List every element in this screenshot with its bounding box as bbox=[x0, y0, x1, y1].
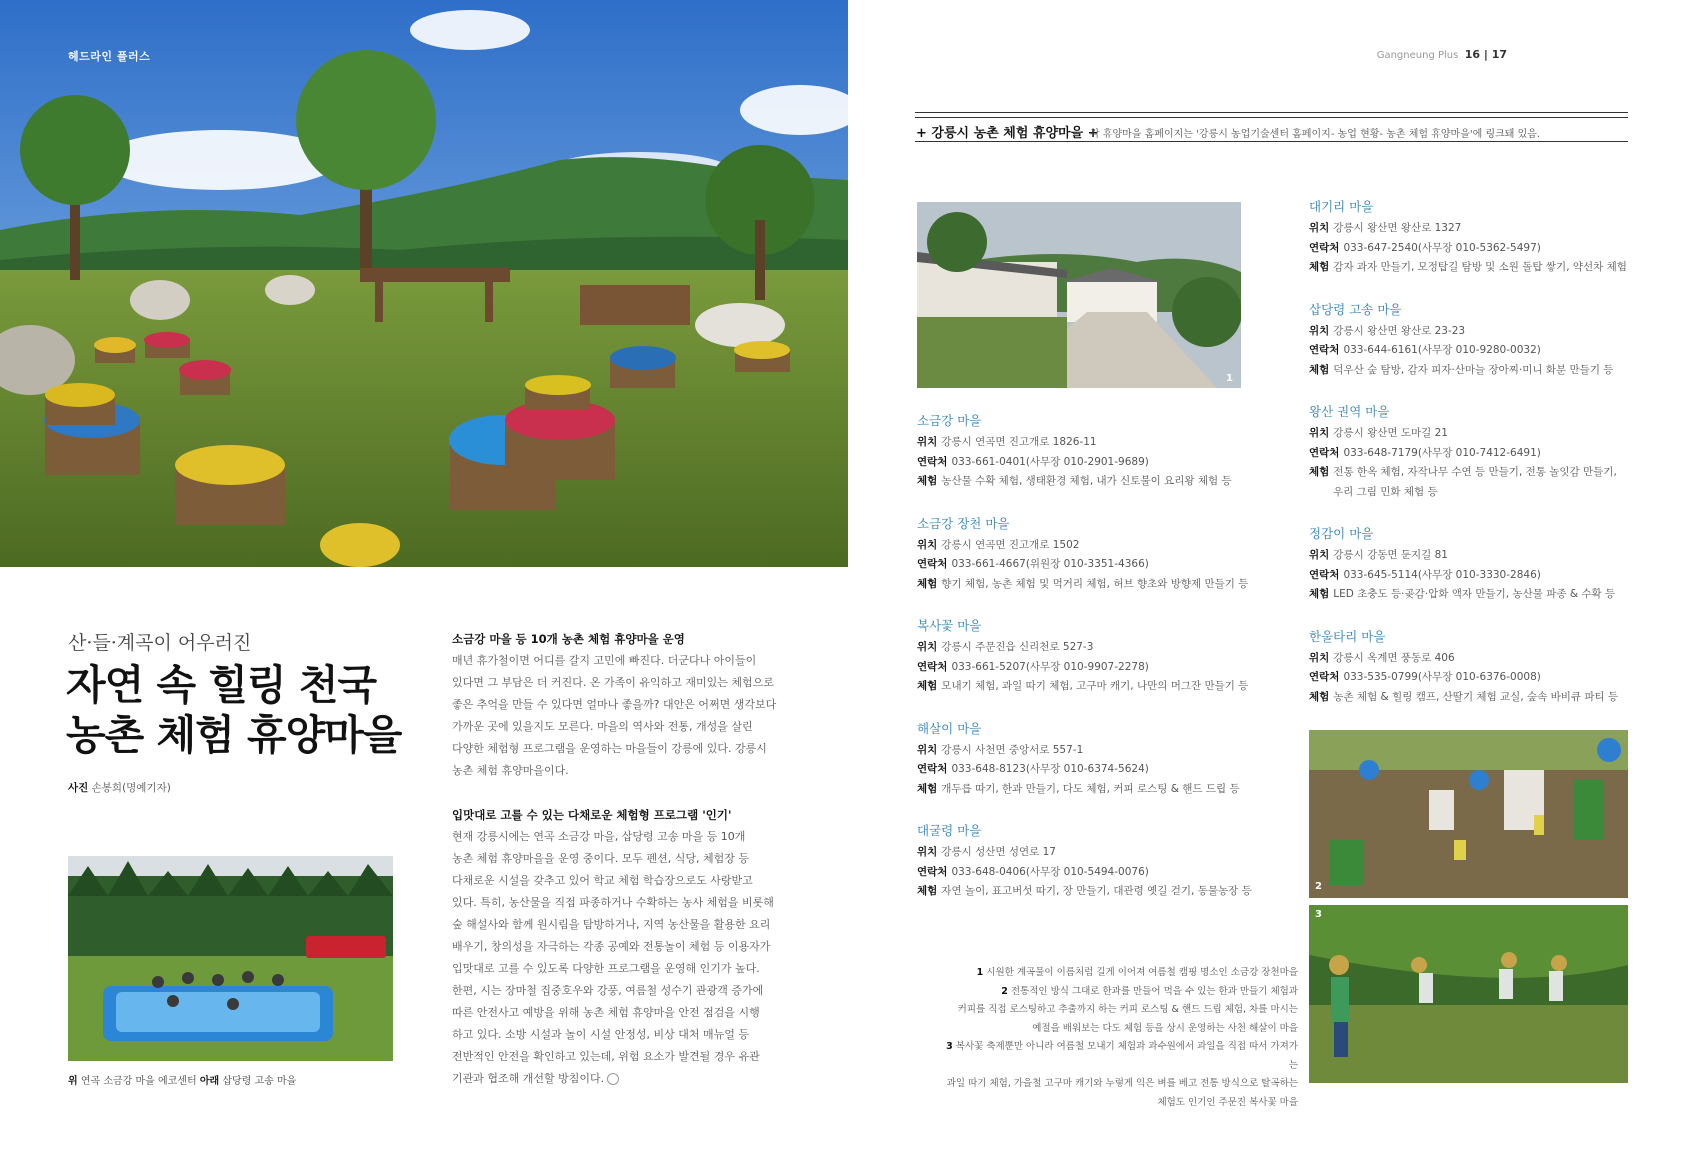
village-location-value: 강릉시 사천면 중앙서로 557-1 bbox=[941, 743, 1084, 756]
village-contact bbox=[1309, 566, 1669, 586]
village-experience-value: LED 초충도 등·곶감·압화 액자 만들기, 농산물 파종 & 수확 등 bbox=[1333, 588, 1616, 600]
village-contact bbox=[917, 863, 1277, 883]
photo-caption-number: 1 bbox=[976, 967, 984, 978]
village-experience-value: 모내기 체험, 과일 따기 체험, 고구마 캐기, 나만의 머그잔 만들기 등 bbox=[941, 680, 1249, 692]
caption-top-text: 연곡 소금강 마을 에코센터 bbox=[80, 1076, 197, 1087]
village-location bbox=[1309, 322, 1669, 342]
village-contact-value: 033-644-6161(사무장 010-9280-0032) bbox=[1343, 344, 1541, 356]
village-contact-label: 연락처 bbox=[1309, 671, 1340, 683]
box-rule-top bbox=[915, 112, 1628, 113]
village-contact-label: 연락처 bbox=[1309, 446, 1340, 459]
body-line: 농촌 체험 휴양마을이다. bbox=[452, 764, 569, 777]
village-experience-label: 체험 bbox=[1309, 466, 1330, 478]
box-rule-bottom bbox=[915, 141, 1628, 142]
village-entry bbox=[1309, 196, 1669, 278]
village-experience-value: 농촌 체험 & 힐링 캠프, 산딸기 체험 교실, 숲속 바비큐 파티 등 bbox=[1333, 690, 1619, 703]
body-line: 매년 휴가철이면 어디를 갈지 고민에 빠진다. 더군다나 아이들이 bbox=[452, 654, 757, 667]
body-line: 배우기, 창의성을 자극하는 각종 공예와 전통놀이 체험 등 이용자가 bbox=[452, 940, 771, 953]
byline-label: 사진 bbox=[68, 782, 89, 794]
body-line: 다양한 체험형 프로그램을 운영하는 마을들이 강릉에 있다. 강릉시 bbox=[452, 742, 767, 755]
village-name: 왕산 권역 마을 bbox=[1309, 404, 1390, 419]
village-experience-label: 체험 bbox=[917, 782, 938, 795]
village-location bbox=[1309, 546, 1669, 566]
photo-orchard-kids bbox=[1309, 905, 1628, 1083]
village-location-value: 강릉시 주문진읍 신리천로 527-3 bbox=[941, 641, 1094, 653]
village-contact-label: 연락처 bbox=[917, 865, 948, 878]
photo-caption-text: 과일 따기 체험, 가을철 고구마 캐기와 누렇게 익은 벼를 베고 전통 방식으로 탈곡하는 bbox=[946, 1078, 1298, 1089]
village-experience bbox=[1309, 463, 1669, 483]
village-location-label: 위치 bbox=[1309, 549, 1330, 561]
body-line: 한편, 시는 장마철 집중호우와 강풍, 여름철 성수기 관광객 증가에 bbox=[452, 984, 764, 997]
village-contact-label: 연락처 bbox=[1309, 344, 1340, 356]
village-experience-value: 덕우산 숲 탐방, 감자 피자·산마늘 장아찌·미니 화분 만들기 등 bbox=[1333, 363, 1614, 376]
photo-caption-text: 체험도 인기인 주문진 복사꽃 마을 bbox=[1157, 1096, 1298, 1108]
photo-caption-left bbox=[68, 1072, 296, 1087]
section-1-heading: 소금강 마을 등 10개 농촌 체험 휴양마을 운영 bbox=[452, 632, 685, 646]
village-contact bbox=[917, 658, 1277, 678]
village-experience-value: 개두릅 따기, 한과 만들기, 다도 체험, 커피 로스팅 & 핸드 드립 등 bbox=[941, 782, 1240, 795]
village-experience-label: 체험 bbox=[917, 475, 938, 487]
body-line: 현재 강릉시에는 연곡 소금강 마을, 삽당령 고송 마을 등 10개 bbox=[452, 830, 746, 843]
section-1-text bbox=[452, 650, 782, 782]
village-entry bbox=[1309, 401, 1669, 502]
village-location-value: 강릉시 왕산면 도마길 21 bbox=[1333, 427, 1448, 439]
village-entry bbox=[917, 718, 1277, 800]
photo-caption-line bbox=[938, 1038, 1298, 1075]
village-experience bbox=[917, 472, 1277, 492]
village-contact-label: 연락처 bbox=[917, 455, 948, 468]
village-name: 정감이 마을 bbox=[1309, 526, 1374, 541]
village-location bbox=[917, 843, 1277, 863]
village-contact-value: 033-535-0799(사무장 010-6376-0008) bbox=[1343, 671, 1541, 683]
photo-caption-line bbox=[938, 964, 1298, 983]
village-contact-label: 연락처 bbox=[917, 558, 948, 570]
box-note: 각 휴양마을 홈페이지는 '강릉시 농업기술센터 홈페이지- 농업 현황- 농촌 체험 휴양마을'에 링크돼 있음. bbox=[1090, 129, 1541, 140]
village-location-label: 위치 bbox=[1309, 324, 1330, 337]
village-location bbox=[917, 536, 1277, 556]
body-line: 기관과 협조해 개선할 방침이다. bbox=[452, 1072, 605, 1085]
village-entry bbox=[917, 615, 1277, 697]
title-line-1: 자연 속 힐링 천국 bbox=[66, 661, 377, 709]
magazine-name: Gangneung Plus bbox=[1376, 50, 1459, 61]
title-line-2: 농촌 체험 휴양마을 bbox=[66, 711, 402, 759]
village-experience-label: 체험 bbox=[1309, 588, 1330, 600]
village-location bbox=[1309, 219, 1669, 239]
photo-pool-camp bbox=[68, 856, 393, 1061]
photo-caption-text: 복사꽃 축제뿐만 아니라 여름철 모내기 체험과 과수원에서 과일을 직접 따서 가져가는 bbox=[955, 1041, 1298, 1071]
village-contact-value: 033-661-5207(사무장 010-9907-2278) bbox=[951, 660, 1149, 673]
village-location-label: 위치 bbox=[1309, 651, 1330, 664]
village-experience-value: 향기 체험, 농촌 체험 및 먹거리 체험, 허브 향초와 방향제 만들기 등 bbox=[941, 577, 1249, 590]
village-location-label: 위치 bbox=[917, 436, 938, 448]
body-line: 전반적인 안전을 확인하고 있는데, 위험 요소가 발견될 경우 유관 bbox=[452, 1050, 760, 1063]
village-experience-label: 체험 bbox=[1309, 690, 1330, 703]
village-entry bbox=[1309, 626, 1669, 708]
village-experience-label: 체험 bbox=[1309, 363, 1330, 376]
village-name: 소금강 장천 마을 bbox=[917, 515, 1010, 531]
village-experience-label: 체험 bbox=[917, 577, 938, 590]
caption-top-label: 위 bbox=[68, 1076, 78, 1087]
village-location-label: 위치 bbox=[917, 538, 938, 551]
village-location-value: 강릉시 왕산면 왕산로 23-23 bbox=[1333, 324, 1466, 337]
village-contact bbox=[1309, 341, 1669, 361]
body-line: 따른 안전사고 예방을 위해 농촌 체험 휴양마을 안전 점검을 시행 bbox=[452, 1006, 760, 1019]
village-location bbox=[1309, 424, 1669, 444]
article-body bbox=[452, 628, 782, 1112]
village-name: 소금강 마을 bbox=[917, 413, 982, 428]
body-line: 가까운 곳에 있을지도 모른다. 마을의 역사와 전통, 개성을 살린 bbox=[452, 720, 753, 733]
article-kicker: 산·들·계곡이 어우러진 bbox=[68, 632, 252, 654]
village-contact-label: 연락처 bbox=[1309, 568, 1340, 581]
photo-caption-line bbox=[938, 1020, 1298, 1039]
village-location-label: 위치 bbox=[1309, 427, 1330, 439]
village-entry bbox=[917, 410, 1277, 492]
section-2-heading: 입맛대로 고를 수 있는 다채로운 체험형 프로그램 '인기' bbox=[452, 808, 732, 822]
village-experience bbox=[917, 575, 1277, 595]
body-line: 좋은 추억을 만들 수 있다면 얼마나 좋을까? 대안은 어쩌면 생각보다 bbox=[452, 698, 777, 711]
photo-caption-line bbox=[938, 1075, 1298, 1094]
village-location-value: 강릉시 옥계면 풍동로 406 bbox=[1333, 651, 1455, 664]
body-line: 입맛대로 고를 수 있도록 다양한 프로그램을 운영해 인기가 높다. bbox=[452, 962, 760, 975]
village-experience-value: 감자 과자 만들기, 모정탑길 탐방 및 소원 돌탑 쌓기, 약선차 체험 bbox=[1333, 261, 1627, 273]
photo-number: 2 bbox=[1315, 881, 1322, 892]
village-contact bbox=[1309, 668, 1669, 688]
body-line: 숲 해설사와 함께 원시림을 탐방하거나, 지역 농산물을 활용한 요리 bbox=[452, 918, 771, 931]
village-list-left bbox=[917, 410, 1277, 923]
village-experience-label: 체험 bbox=[1309, 261, 1330, 273]
village-contact bbox=[917, 760, 1277, 780]
village-location-label: 위치 bbox=[1309, 222, 1330, 234]
village-entry bbox=[917, 820, 1277, 902]
photo-farm-kids bbox=[1309, 730, 1628, 898]
village-location-value: 강릉시 연곡면 진고개로 1502 bbox=[941, 538, 1080, 551]
village-contact-value: 033-661-4667(위원장 010-3351-4366) bbox=[951, 558, 1149, 570]
section-label: 헤드라인 플러스 bbox=[68, 50, 151, 63]
photo-caption-number: 2 bbox=[1001, 985, 1008, 997]
village-experience bbox=[917, 780, 1277, 800]
village-contact bbox=[917, 453, 1277, 473]
village-location bbox=[917, 741, 1277, 761]
village-location-value: 강릉시 강동면 둔지길 81 bbox=[1333, 549, 1448, 561]
village-contact-value: 033-648-0406(사무장 010-5494-0076) bbox=[951, 865, 1149, 878]
village-location-label: 위치 bbox=[917, 846, 938, 858]
village-experience-value: 자연 놀이, 표고버섯 따기, 장 만들기, 대관령 옛길 걷기, 동물농장 등 bbox=[941, 885, 1252, 897]
village-entry bbox=[917, 513, 1277, 595]
village-location bbox=[917, 638, 1277, 658]
photo-caption-text: 예절을 배워보는 다도 체험 등을 상시 운영하는 사천 해살이 마을 bbox=[1032, 1022, 1298, 1034]
village-location bbox=[917, 433, 1277, 453]
village-experience bbox=[1309, 688, 1669, 708]
photo-caption-line bbox=[938, 983, 1298, 1002]
photo-number: 1 bbox=[1226, 373, 1233, 384]
village-name: 대기리 마을 bbox=[1309, 199, 1374, 214]
village-name: 복사꽃 마을 bbox=[917, 618, 982, 633]
village-experience bbox=[1309, 361, 1669, 381]
village-location-value: 강릉시 연곡면 진고개로 1826-11 bbox=[941, 436, 1097, 448]
photo-caption-text: 시원한 계곡물이 이름처럼 길게 이어져 여름철 캠핑 명소인 소금강 장천마을 bbox=[986, 967, 1298, 978]
village-location-label: 위치 bbox=[917, 641, 938, 653]
body-line: 하고 있다. 소방 시설과 놀이 시설 안정성, 비상 대처 매뉴얼 등 bbox=[452, 1028, 749, 1041]
photo-caption-text: 전통적인 방식 그대로 한과를 만들어 먹을 수 있는 한과 만들기 체험과 bbox=[1010, 985, 1298, 997]
body-line: 있다. 특히, 농산물을 직접 파종하거나 수확하는 농사 체험을 비롯해 bbox=[452, 896, 774, 909]
village-contact-value: 033-647-2540(사무장 010-5362-5497) bbox=[1343, 241, 1541, 254]
village-contact-label: 연락처 bbox=[917, 763, 948, 775]
page-folio bbox=[1377, 48, 1507, 61]
village-contact-value: 033-648-8123(사무장 010-6374-5624) bbox=[951, 763, 1149, 775]
photo-captions bbox=[938, 964, 1298, 1112]
body-line: 다채로운 시설을 갖추고 있어 학교 체험 학습장으로도 사랑받고 bbox=[452, 874, 753, 887]
village-contact-value: 033-648-7179(사무장 010-7412-6491) bbox=[1343, 446, 1541, 459]
village-experience bbox=[917, 882, 1277, 902]
village-contact-value: 033-645-5114(사무장 010-3330-2846) bbox=[1343, 568, 1541, 581]
village-entry bbox=[1309, 523, 1669, 605]
village-name: 삽당령 고송 마을 bbox=[1309, 301, 1402, 317]
photo-village-road bbox=[917, 202, 1241, 388]
photo-caption-text: 커피를 직접 로스팅하고 추출까지 하는 커피 로스팅 & 핸드 드립 체험, 차를 마시는 bbox=[957, 1004, 1298, 1015]
village-experience-label: 체험 bbox=[917, 885, 938, 897]
body-line: 농촌 체험 휴양마을을 운영 중이다. 모두 펜션, 식당, 체험장 등 bbox=[452, 852, 749, 865]
article-title bbox=[66, 660, 401, 760]
box-title: + 강릉시 농촌 체험 휴양마을 + bbox=[916, 126, 1099, 141]
village-location-label: 위치 bbox=[917, 743, 938, 756]
hero-photo bbox=[0, 0, 848, 567]
page-numbers: 16 | 17 bbox=[1464, 48, 1507, 61]
body-line: 있다면 그 부담은 더 커진다. 온 가족이 유익하고 재미있는 체험으로 bbox=[452, 676, 774, 689]
village-experience-value: 농산물 수확 체험, 생태환경 체험, 내가 신토불이 요리왕 체험 등 bbox=[941, 475, 1232, 487]
photo-caption-line bbox=[938, 1094, 1298, 1113]
photo-number: 3 bbox=[1315, 909, 1322, 920]
village-location bbox=[1309, 649, 1669, 669]
village-experience-label: 체험 bbox=[917, 680, 938, 692]
box-rule-top-thin bbox=[915, 117, 1628, 118]
village-location-value: 강릉시 성산면 성연로 17 bbox=[941, 846, 1056, 858]
byline bbox=[68, 780, 171, 795]
village-experience-value: 전통 한옥 체험, 자작나무 수연 등 만들기, 전통 놀잇감 만들기, bbox=[1333, 466, 1617, 478]
village-experience bbox=[917, 677, 1277, 697]
section-2-text bbox=[452, 826, 782, 1090]
village-contact-label: 연락처 bbox=[1309, 241, 1340, 254]
photo-caption-number: 3 bbox=[946, 1041, 953, 1052]
village-name: 한울타리 마을 bbox=[1309, 628, 1386, 644]
caption-bottom-label: 아래 bbox=[199, 1076, 220, 1087]
village-name: 대굴령 마을 bbox=[917, 823, 982, 838]
village-experience-continued: 우리 그림 민화 체험 등 bbox=[1333, 485, 1438, 498]
end-mark-icon bbox=[607, 1073, 619, 1085]
village-experience bbox=[1309, 585, 1669, 605]
village-name: 해살이 마을 bbox=[917, 720, 982, 736]
village-entry bbox=[1309, 299, 1669, 381]
byline-name: 손봉희(명예기자) bbox=[91, 782, 171, 794]
village-contact-value: 033-661-0401(사무장 010-2901-9689) bbox=[951, 455, 1149, 468]
village-contact bbox=[1309, 444, 1669, 464]
village-contact bbox=[917, 555, 1277, 575]
village-location-value: 강릉시 왕산면 왕산로 1327 bbox=[1333, 222, 1462, 234]
photo-caption-line bbox=[938, 1001, 1298, 1020]
village-contact bbox=[1309, 239, 1669, 259]
caption-bottom-text: 삽당령 고송 마을 bbox=[222, 1076, 297, 1087]
village-list-right bbox=[1309, 196, 1669, 728]
village-contact-label: 연락처 bbox=[917, 660, 948, 673]
village-experience bbox=[1309, 258, 1669, 278]
